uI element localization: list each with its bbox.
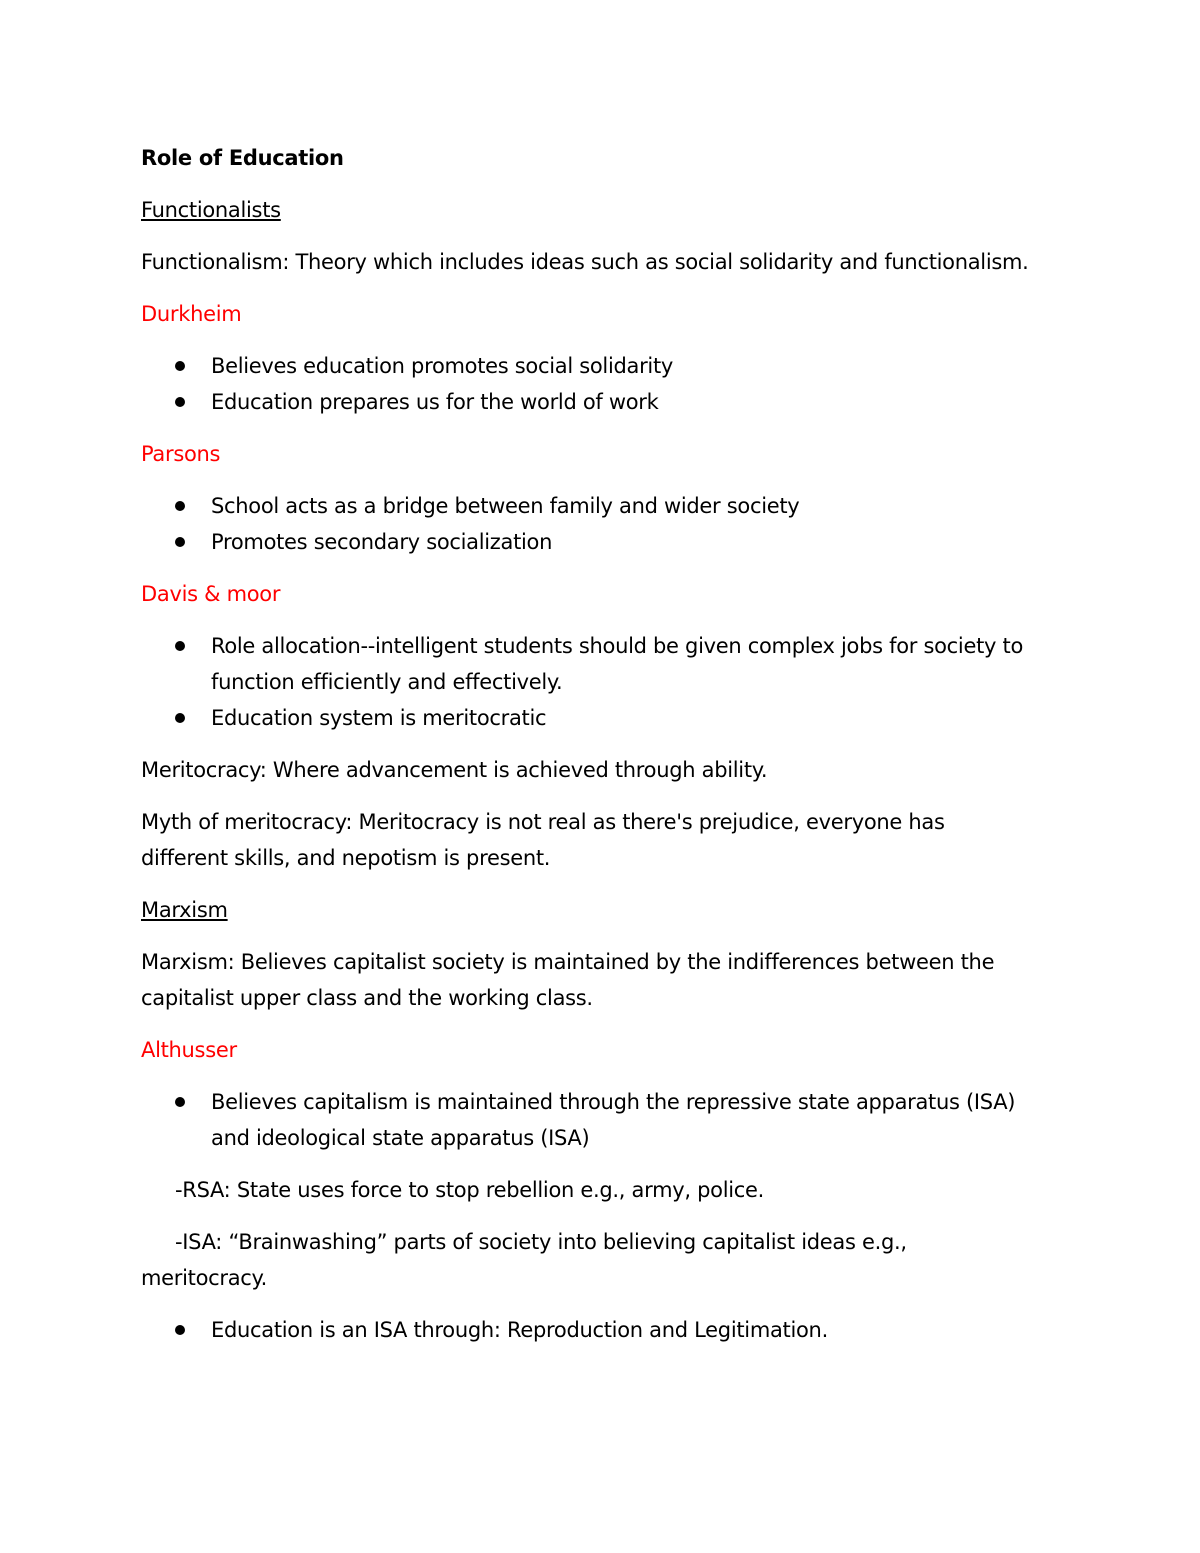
bullet-text: Promotes secondary socialization: [211, 530, 553, 554]
meritocracy-definition: Meritocracy: Where advancement is achieved through ability.: [141, 758, 768, 782]
bullet-icon: [175, 397, 185, 407]
theorist-heading-durkheim: Durkheim: [141, 302, 242, 326]
durkheim-bullet-list: [141, 348, 1031, 420]
bullet-icon: [175, 361, 185, 371]
page-title: Role of Education: [141, 146, 344, 170]
bullet-icon: [175, 537, 185, 547]
parsons-bullet-list: [141, 488, 1031, 560]
bullet-icon: [175, 501, 185, 511]
bullet-item: [141, 1084, 1031, 1156]
bullet-icon: [175, 641, 185, 651]
rsa-definition: -RSA: State uses force to stop rebellion e.g., army, police.: [175, 1178, 765, 1202]
myth-of-meritocracy: Myth of meritocracy: Meritocracy is not real as there's prejudice, everyone has different skills, and nepotism is present.: [141, 810, 945, 870]
bullet-text: School acts as a bridge between family and wider society: [211, 494, 800, 518]
bullet-item: [141, 384, 1031, 420]
bullet-text: Believes education promotes social solidarity: [211, 354, 674, 378]
bullet-text: Education prepares us for the world of work: [211, 390, 659, 414]
bullet-item: [141, 524, 1031, 560]
bullet-item: [141, 348, 1031, 384]
bullet-icon: [175, 1325, 185, 1335]
althusser-bullet-list: [141, 1084, 1031, 1156]
section-heading-functionalists: Functionalists: [141, 198, 281, 222]
section-heading-marxism: Marxism: [141, 898, 228, 922]
bullet-text: Education is an ISA through: Reproduction and Legitimation.: [211, 1318, 828, 1342]
theorist-heading-davis-moor: Davis & moor: [141, 582, 281, 606]
theorist-heading-parsons: Parsons: [141, 442, 221, 466]
bullet-text: Believes capitalism is maintained through the repressive state apparatus (ISA) and ideological state apparatus (ISA): [211, 1090, 1016, 1150]
bullet-item: [141, 488, 1031, 524]
bullet-item: [141, 1312, 1031, 1348]
bullet-text: Education system is meritocratic: [211, 706, 547, 730]
theorist-heading-althusser: Althusser: [141, 1038, 237, 1062]
document-body: [141, 140, 1031, 1364]
davis-moor-bullet-list: [141, 628, 1031, 736]
bullet-item: [141, 628, 1031, 700]
bullet-icon: [175, 1097, 185, 1107]
isa-text: -ISA: “Brainwashing” parts of society into believing capitalist ideas e.g., meritocracy.: [141, 1230, 907, 1290]
functionalism-definition: Functionalism: Theory which includes ideas such as social solidarity and functionalism.: [141, 250, 1029, 274]
althusser-final-bullet-list: [141, 1312, 1031, 1348]
bullet-item: [141, 700, 1031, 736]
bullet-text: Role allocation--intelligent students should be given complex jobs for society to function efficiently and effectively.: [211, 634, 1023, 694]
bullet-icon: [175, 713, 185, 723]
isa-definition: [141, 1224, 1031, 1296]
marxism-definition: Marxism: Believes capitalist society is maintained by the indifferences between the capitalist upper class and the working class.: [141, 950, 995, 1010]
